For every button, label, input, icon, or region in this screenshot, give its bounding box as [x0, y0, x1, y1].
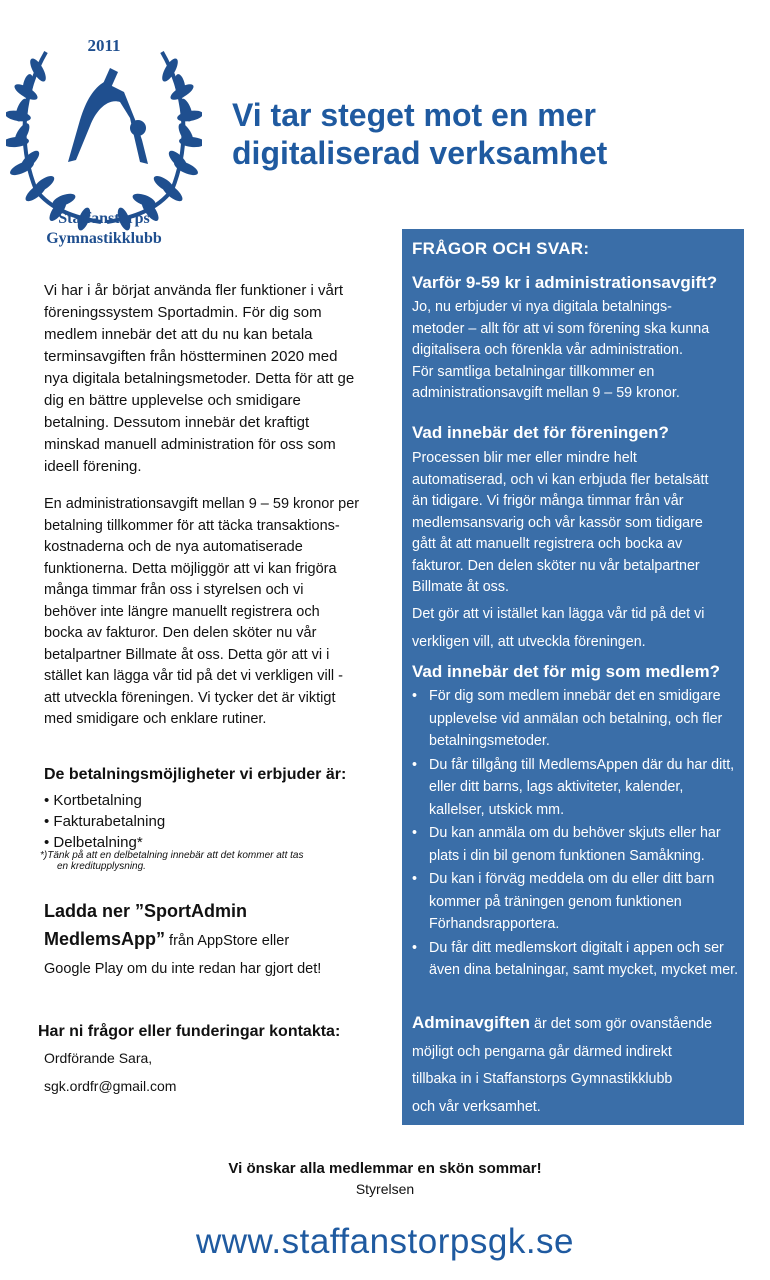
admin-line: och vår verksamhet.	[412, 1098, 541, 1115]
payment-options-list	[44, 790, 364, 853]
intro-line: dig en bättre upplevelse och smidigare	[44, 392, 301, 409]
admin-fee-bold: Adminavgiften	[412, 1013, 531, 1032]
fee-line: betalpartner Billmate åt oss. Detta gör att vi i	[44, 646, 330, 663]
fee-line: behöver inte längre manuellt registrera och	[44, 603, 320, 620]
fee-line: funktionerna. Detta möjliggör att vi kan frigöra	[44, 560, 337, 577]
intro-line: nya digitala betalningsmetoder. Detta för att ge	[44, 370, 355, 387]
logo-name-line2: Gymnastikklubb	[46, 230, 162, 247]
fee-line: att utveckla föreningen. Vi tycker det är viktigt	[44, 689, 336, 706]
admin-line: möjligt och pengarna går därmed indirekt	[412, 1043, 672, 1060]
fee-line: kostnaderna och de nya automatiserade	[44, 539, 303, 555]
intro-line: föreningssystem Sportadmin. För dig som	[44, 304, 322, 321]
fee-line: med smidigare och enklare rutiner.	[44, 711, 267, 727]
answer-line: administrationsavgift mellan 9 – 59 kronor.	[412, 385, 680, 401]
faq-answer-2	[412, 448, 740, 599]
intro-line: minskad manuell administration för oss som	[44, 436, 336, 453]
download-app-name: MedlemsApp”	[44, 929, 166, 949]
faq-answer-1	[412, 297, 740, 405]
answer-line: än tidigare. Vi frigör många timmar från vår	[412, 493, 684, 509]
answer-line: Billmate åt oss.	[412, 579, 509, 595]
answer-line: automatiserad, och vi kan erbjuda fler betalsätt	[412, 471, 709, 488]
answer-line: medlemsansvarig och vår kassör som tidigare	[412, 514, 703, 531]
page-title-line1: Vi tar steget mot en mer	[232, 97, 596, 133]
fee-line: stället kan lägga vår tid på det vi verkligen vill -	[44, 668, 344, 684]
fee-line: många timmar från oss i styrelsen och vi	[44, 582, 304, 598]
benefit-item: • Du kan i förväg meddela om du eller ditt barn kommer på träningen genom funktionen Förhandsrapportera.	[412, 868, 742, 936]
fee-paragraph	[44, 494, 372, 731]
answer-line: verkligen vill, att utveckla föreningen.	[412, 634, 646, 650]
page-title-line2: digitaliserad verksamhet	[232, 135, 608, 171]
logo-name-line1: Staffanstorps	[58, 210, 150, 227]
faq-question-2: Vad innebär det för föreningen?	[412, 423, 669, 442]
faq-question-1: Varför 9-59 kr i administrationsavgift?	[412, 273, 718, 292]
summer-greeting: Vi önskar alla medlemmar en skön sommar!	[228, 1160, 542, 1177]
admin-line: tillbaka in i Staffanstorps Gymnastikklubb	[412, 1071, 673, 1087]
fee-line: En administrationsavgift mellan 9 – 59 kronor per	[44, 496, 360, 512]
payment-option: • Delbetalning*	[44, 834, 143, 851]
download-line3: Google Play om du inte redan har gjort det!	[44, 961, 322, 977]
benefit-item: • Du kan anmäla om du behöver skjuts eller har plats i din bil genom funktionen Samåkning.	[412, 822, 742, 867]
website-link[interactable]: www.staffanstorpsgk.se	[195, 1222, 575, 1261]
admin-line: är det som gör ovanstående	[530, 1016, 713, 1032]
logo-year: 2011	[87, 36, 121, 55]
admin-fee-statement	[412, 1009, 742, 1121]
member-benefits-list	[412, 685, 742, 983]
faq-box	[402, 229, 744, 1125]
benefit-item: • Du får ditt medlemskort digitalt i appen och ser även dina betalningar, samt mycket, mycket mer.	[412, 937, 742, 982]
page-title	[232, 96, 752, 172]
payment-option: • Kortbetalning	[44, 792, 142, 809]
benefit-item: • För dig som medlem innebär det en smidigare upplevelse vid anmälan och betalning, och fler betalningsmetoder.	[412, 685, 742, 753]
payment-option: • Fakturabetalning	[44, 813, 166, 830]
footnote-line2: en kreditupplysning.	[57, 861, 146, 872]
intro-line: ideell förening.	[44, 458, 142, 475]
answer-line: fakturor. Den delen sköter nu vår betalpartner	[412, 557, 700, 574]
answer-line: Processen blir mer eller mindre helt	[412, 450, 637, 466]
intro-line: medlem innebär det att du nu kan betala	[44, 326, 313, 343]
download-line1: Ladda ner ”SportAdmin	[44, 901, 248, 921]
faq-title: FRÅGOR OCH SVAR:	[412, 239, 590, 258]
intro-line: Vi har i år börjat använda fler funktioner i vårt	[44, 282, 344, 299]
contact-name: Ordförande Sara,	[44, 1050, 153, 1066]
answer-line: För samtliga betalningar tillkommer en	[412, 363, 655, 380]
benefit-item: • Du får tillgång till MedlemsAppen där du har ditt, eller ditt barns, lags aktiviteter, kalender, kallelser, utskick mm.	[412, 754, 742, 822]
fee-line: bocka av fakturor. Den delen sköter nu vår	[44, 625, 317, 641]
intro-paragraph	[44, 280, 372, 478]
answer-line: gått åt att manuellt registrera och bocka av	[412, 536, 683, 552]
intro-line: terminsavgiften från höstterminen 2020 med	[44, 348, 338, 365]
club-logo	[6, 30, 202, 260]
faq-answer-2b	[412, 600, 740, 656]
download-line2: från AppStore eller	[165, 933, 290, 949]
answer-line: metoder – allt för att vi som förening ska kunna	[412, 320, 710, 337]
faq-question-3: Vad innebär det för mig som medlem?	[412, 662, 720, 681]
intro-line: betalning. Dessutom innebär det kraftigt	[44, 414, 310, 431]
payment-footnote	[40, 850, 370, 872]
footnote-line1: *)Tänk på att en delbetalning innebär att det kommer att tas	[40, 850, 304, 861]
payment-heading: De betalningsmöjligheter vi erbjuder är:	[44, 766, 347, 783]
answer-line: Det gör att vi istället kan lägga vår tid på det vi	[412, 606, 705, 622]
contact-email[interactable]: sgk.ordfr@gmail.com	[44, 1078, 177, 1094]
download-app-section	[44, 897, 374, 983]
answer-line: Jo, nu erbjuder vi nya digitala betalnings-	[412, 299, 672, 315]
fee-line: betalning tillkommer för att täcka transaktions-	[44, 517, 340, 534]
answer-line: digitalisera och förenkla vår administration.	[412, 342, 683, 358]
signature: Styrelsen	[355, 1181, 415, 1197]
contact-heading: Har ni frågor eller funderingar kontakta:	[38, 1023, 341, 1040]
